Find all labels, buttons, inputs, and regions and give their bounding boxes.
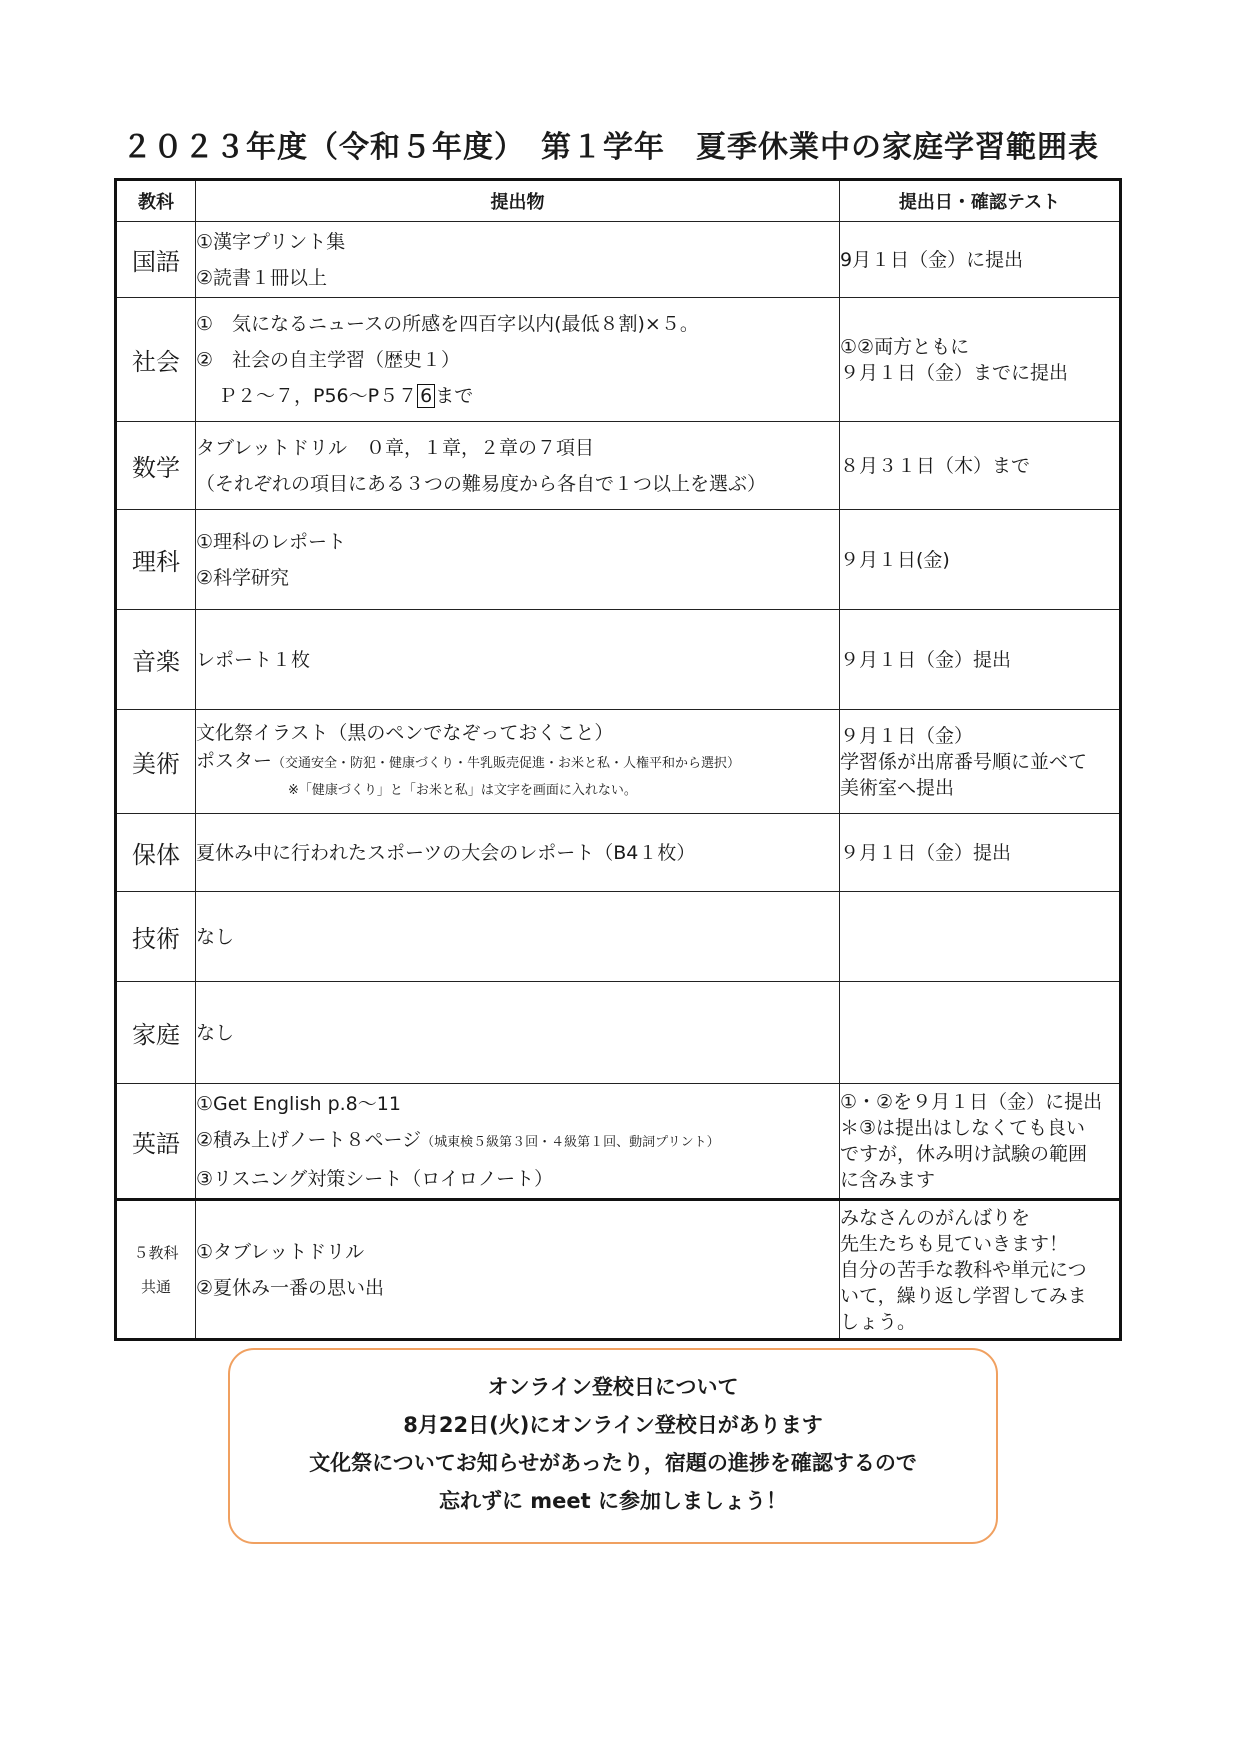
due-cell [840, 892, 1121, 982]
notice-line: 8月22日(火)にオンライン登校日があります [403, 1413, 823, 1437]
item-line: （それぞれの項目にある３つの難易度から各自で１つ以上を選ぶ） [196, 472, 767, 495]
table-row [116, 610, 1121, 710]
due-line: いて，繰り返し学習してみま [840, 1284, 1087, 1307]
due-line: 学習係が出席番号順に並べて [840, 750, 1088, 773]
table-row [116, 510, 1121, 610]
item-line: ② 社会の自主学習（歴史１） [196, 348, 461, 371]
due-line: 自分の苦手な教科や単元につ [840, 1258, 1087, 1281]
subject-line: ５教科 [133, 1243, 179, 1262]
item-line: 文化祭イラスト（黒のペンでなぞっておくこと） [196, 722, 614, 744]
table-row [116, 892, 1121, 982]
due-cell [840, 1084, 1121, 1200]
page-range-prefix: Ｐ２～７，P56～P５７ [218, 384, 418, 407]
due-cell [840, 298, 1121, 422]
poster-themes-note: （交通安全・防犯・健康づくり・牛乳販売促進・お米と私・人権平和から選択） [272, 756, 741, 771]
items-cell [196, 610, 840, 710]
header-submission: 提出物 [196, 180, 840, 222]
item-line: ②夏休み一番の思い出 [196, 1276, 385, 1299]
items-cell [196, 1200, 840, 1340]
table-row [116, 982, 1121, 1084]
due-line: ９月１日（金）提出 [840, 841, 1012, 864]
due-line: ９月１日（金）提出 [840, 648, 1012, 671]
items-cell [196, 814, 840, 892]
due-cell [840, 814, 1121, 892]
item-line: なし [196, 1021, 235, 1044]
due-cell [840, 1200, 1121, 1340]
due-line: ９月１日(金) [840, 548, 950, 571]
header-due-date: 提出日・確認テスト [840, 180, 1121, 222]
due-line: に含みます [840, 1169, 936, 1191]
subject-cell: 音楽 [116, 610, 196, 710]
header-subject: 教科 [116, 180, 196, 222]
subject-line: 共通 [140, 1277, 171, 1296]
due-line: ＊③は提出はしなくても良い [840, 1117, 1086, 1139]
due-line: みなさんのがんばりを [840, 1206, 1031, 1229]
table-row [116, 222, 1121, 298]
item-line: ②科学研究 [196, 566, 290, 589]
item-line-notebook [196, 1122, 839, 1161]
due-line: 9月１日（金）に提出 [840, 248, 1024, 271]
table-row [116, 298, 1121, 422]
subject-cell: 国語 [116, 222, 196, 298]
notice-line: オンライン登校日について [487, 1375, 739, 1399]
items-cell [196, 222, 840, 298]
due-line: ですが，休み明け試験の範囲 [840, 1143, 1088, 1165]
item-line: ① 気になるニュースの所感を四百字以内(最低８割)×５。 [196, 312, 699, 335]
items-cell [196, 1084, 840, 1200]
item-line: 夏休み中に行われたスポーツの大会のレポート（B4１枚） [196, 841, 696, 864]
due-line: 美術室へ提出 [840, 776, 955, 799]
online-school-day-notice [228, 1348, 998, 1544]
subject-cell: 数学 [116, 422, 196, 510]
subject-cell: 技術 [116, 892, 196, 982]
table-header-row [116, 180, 1121, 222]
table-row [116, 814, 1121, 892]
subject-cell: 社会 [116, 298, 196, 422]
item-line: ①漢字プリント集 [196, 230, 346, 253]
subject-cell: 理科 [116, 510, 196, 610]
poster-label: ポスター [196, 750, 273, 772]
notebook-label: ②積み上げノート８ページ [196, 1128, 422, 1151]
due-line: ８月３１日（木）まで [840, 454, 1031, 477]
due-cell [840, 710, 1121, 814]
due-line: ９月１日（金） [840, 724, 974, 747]
item-note: ※「健康づくり」と「お米と私」は文字を画面に入れない。 [288, 783, 637, 798]
table-row [116, 422, 1121, 510]
notebook-note: （城東検５級第３回・４級第１回、動詞プリント） [421, 1134, 720, 1150]
notice-line: 忘れずに meet に参加しましょう！ [438, 1489, 788, 1513]
item-line: なし [196, 925, 235, 948]
subject-cell: 美術 [116, 710, 196, 814]
item-line-poster [196, 747, 839, 778]
items-cell [196, 298, 840, 422]
table-row [116, 710, 1121, 814]
page-range-suffix: まで [435, 384, 474, 407]
item-line: ①Get English p.8～11 [196, 1092, 401, 1115]
item-page-range [196, 378, 839, 414]
due-cell [840, 222, 1121, 298]
table-row [116, 1084, 1121, 1200]
boxed-digit: 6 [417, 384, 435, 408]
due-line: 先生たちも見ていきます！ [840, 1232, 1069, 1255]
item-line: タブレットドリル ０章，１章，２章の７項目 [196, 436, 595, 459]
due-line: ①・②を９月１日（金）に提出 [840, 1091, 1103, 1113]
item-line: レポート１枚 [196, 648, 311, 671]
due-cell [840, 510, 1121, 610]
items-cell [196, 422, 840, 510]
item-line: ①理科のレポート [196, 530, 347, 553]
due-cell [840, 982, 1121, 1084]
item-line: ③リスニング対策シート（ロイロノート） [196, 1167, 554, 1190]
due-cell [840, 422, 1121, 510]
subject-cell: 家庭 [116, 982, 196, 1084]
page-title: ２０２３年度（令和５年度） 第１学年 夏季休業中の家庭学習範囲表 [122, 130, 1099, 165]
items-cell [196, 510, 840, 610]
item-line: ①タブレットドリル [196, 1240, 365, 1263]
due-cell [840, 610, 1121, 710]
subject-cell [116, 1200, 196, 1340]
table-row [116, 1200, 1121, 1340]
notice-line: 文化祭についてお知らせがあったり，宿題の進捗を確認するので [309, 1451, 917, 1475]
study-plan-table [114, 178, 1122, 1341]
items-cell [196, 982, 840, 1084]
due-line: ９月１日（金）までに提出 [840, 361, 1069, 384]
items-cell [196, 710, 840, 814]
subject-cell: 保体 [116, 814, 196, 892]
items-cell [196, 892, 840, 982]
item-line: ②読書１冊以上 [196, 266, 328, 289]
subject-cell: 英語 [116, 1084, 196, 1200]
due-line: ①②両方ともに [840, 335, 970, 358]
due-line: しょう。 [840, 1310, 917, 1333]
